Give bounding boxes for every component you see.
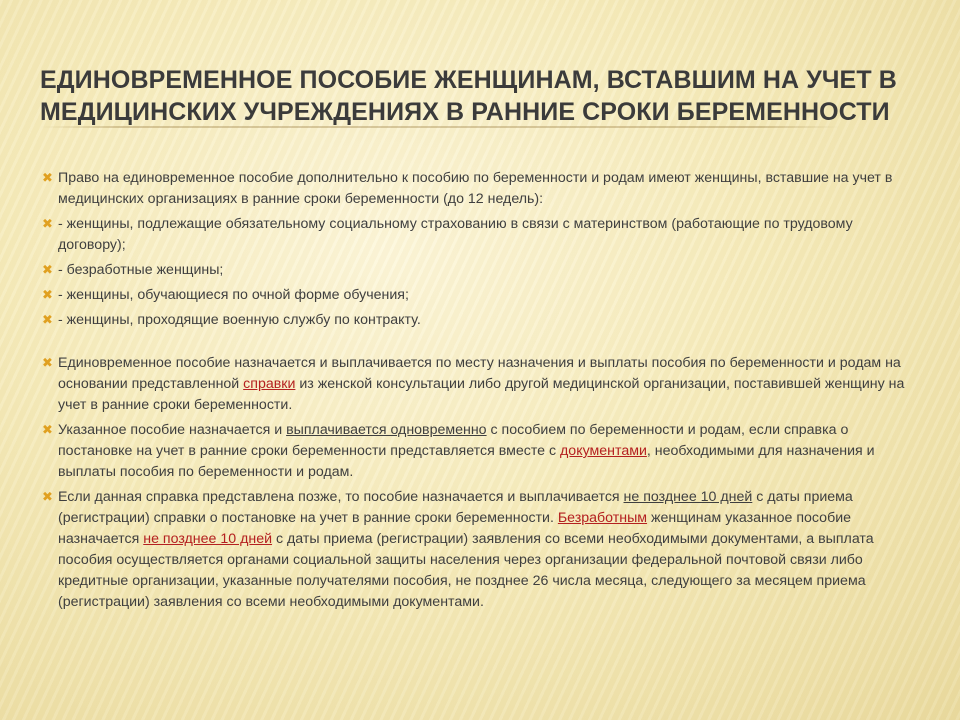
bullet-item [42, 487, 922, 613]
text-run: с даты приема (регистрации) заявления со всеми необходимыми документами, а выплата пособия осуществляется органами социальной защиты населения через организации федеральной почтовой связи либо кредитные организации, указанные получателями пособия, не позднее 26 числа месяца, следующего за месяцем приема (регистрации) заявления со всеми необходимыми документами. [58, 531, 874, 610]
bullet-text: - женщины, обучающиеся по очной форме обучения; [58, 287, 409, 303]
bullet-item [42, 214, 922, 256]
bullet-x-icon: ✖ [42, 262, 53, 277]
spacer [42, 335, 922, 353]
bullet-text: - безработные женщины; [58, 262, 224, 278]
text-run: , необходимыми для назначения и выплаты пособия по беременности и родам. [58, 443, 875, 480]
bullet-x-icon: ✖ [42, 312, 53, 327]
bullet-x-icon: ✖ [42, 287, 53, 302]
unemployed-link[interactable]: Безработным [557, 510, 648, 526]
certificate-link[interactable]: справки [243, 376, 296, 392]
bullet-text [58, 422, 875, 480]
bullet-item [42, 353, 922, 416]
deadline-link[interactable]: не позднее 10 дней [143, 531, 273, 547]
text-run: Указанное пособие назначается и [58, 422, 287, 438]
text-run: Единовременное пособие назначается и выплачивается по месту назначения и выплаты пособия по беременности и родам на основании представленной [58, 355, 901, 392]
bullet-item [42, 168, 922, 210]
bullet-text [58, 355, 904, 413]
bullet-x-icon: ✖ [42, 422, 53, 437]
bullet-x-icon: ✖ [42, 216, 53, 231]
bullet-item [42, 285, 922, 306]
bullet-item [42, 420, 922, 483]
bullet-item [42, 260, 922, 281]
bullet-x-icon: ✖ [42, 489, 53, 504]
text-run: женщинам указанное пособие назначается [58, 510, 852, 547]
bullet-text: - женщины, подлежащие обязательному социальному страхованию в связи с материнством (работающие по трудовому договору); [58, 216, 853, 253]
documents-link[interactable]: документами [560, 443, 647, 459]
bullet-text: - женщины, проходящие военную службу по контракту. [58, 312, 421, 328]
text-run: Если данная справка представлена позже, то пособие назначается и выплачивается [58, 489, 624, 505]
title-divider [40, 126, 840, 128]
underlined-text: выплачивается одновременно [286, 422, 487, 438]
text-run: с даты приема (регистрации) справки о постановке на учет в ранние сроки беременности. [58, 489, 853, 526]
title-line-2: МЕДИЦИНСКИХ УЧРЕЖДЕНИЯХ В РАННИЕ СРОКИ БЕРЕМЕННОСТИ [40, 98, 890, 126]
bullet-x-icon: ✖ [42, 355, 53, 370]
underlined-text: не позднее 10 дней [623, 489, 753, 505]
slide-content [42, 168, 922, 617]
text-run: из женской консультации либо другой медицинской организации, поставившей женщину на учет в ранние сроки беременности. [58, 376, 905, 413]
title-line-1: ЕДИНОВРЕМЕННОЕ ПОСОБИЕ ЖЕНЩИНАМ, ВСТАВШИМ НА УЧЕТ В [40, 66, 897, 94]
text-run: с пособием по беременности и родам, если справка о постановке на учет в ранние сроки беременности представляется вместе с [58, 422, 849, 459]
slide-title [40, 64, 900, 128]
bullet-text: Право на единовременное пособие дополнительно к пособию по беременности и родам имеют женщины, вставшие на учет в медицинских организациях в ранние сроки беременности (до 12 недель): [58, 170, 893, 207]
bullet-item [42, 310, 922, 331]
bullet-text [58, 489, 874, 610]
bullet-x-icon: ✖ [42, 170, 53, 185]
